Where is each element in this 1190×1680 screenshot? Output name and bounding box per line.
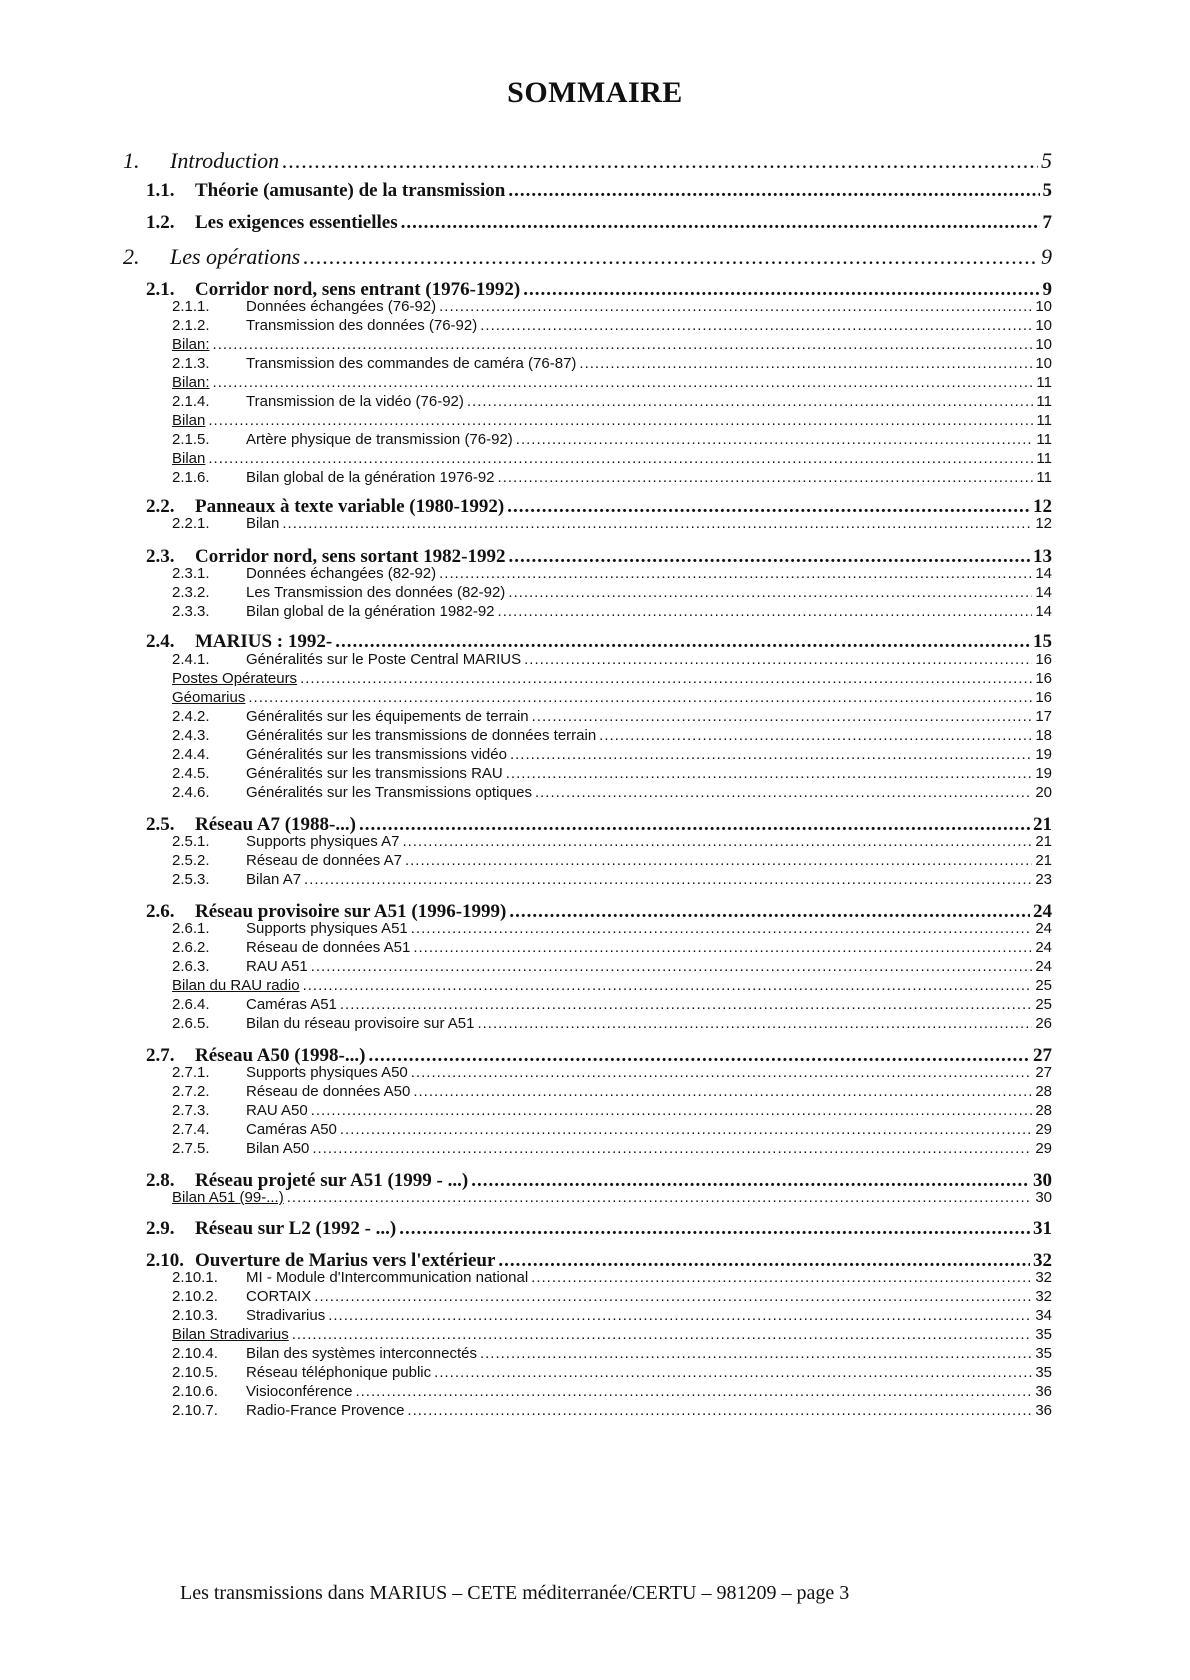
toc-entry[interactable] (0, 852, 1190, 869)
toc-entry-number: 2.2. (146, 496, 175, 517)
toc-entry-label: Bilan: (172, 336, 210, 353)
toc-entry-label: Bilan global de la génération 1982-92 (246, 603, 495, 620)
toc-entry-label: Généralités sur les Transmissions optiques (246, 784, 532, 801)
toc-entry-page: 11 (1036, 431, 1052, 448)
toc-entry-label: Réseau de données A51 (246, 939, 411, 956)
toc-entry-page: 13 (1033, 546, 1052, 567)
toc-entry[interactable] (0, 746, 1190, 763)
toc-entry-number: 2.4.3. (172, 727, 210, 744)
toc-entry-number: 2.10.1. (172, 1269, 218, 1286)
toc-entry-label: Artère physique de transmission (76-92) (246, 431, 513, 448)
toc-entry-number: 2.1.3. (172, 355, 210, 372)
toc-entry-page: 15 (1033, 631, 1052, 652)
toc-entry-page: 16 (1035, 651, 1052, 668)
toc-entry-label: Généralités sur les transmissions vidéo (246, 746, 507, 763)
toc-entry-label: Transmission de la vidéo (76-92) (246, 393, 464, 410)
toc-entry-page: 9 (1042, 279, 1052, 300)
toc-entry-page: 32 (1033, 1250, 1052, 1271)
toc-entry-page: 27 (1033, 1045, 1052, 1066)
toc-entry[interactable] (0, 355, 1190, 372)
toc-entry-label: Bilan (172, 412, 206, 429)
toc-entry-label: Supports physiques A51 (246, 920, 408, 937)
toc-entry-page: 29 (1035, 1140, 1052, 1157)
toc-entry-label: Introduction (170, 148, 280, 173)
toc-entry-label: Les exigences essentielles (195, 212, 398, 233)
toc-subentry[interactable] (0, 689, 1190, 706)
toc-entry-page: 30 (1035, 1189, 1052, 1206)
toc-entry-page: 10 (1035, 298, 1052, 315)
toc-entry-number: 2.6.4. (172, 996, 210, 1013)
toc-entry[interactable] (0, 996, 1190, 1013)
toc-dot-leader (480, 1345, 1032, 1362)
toc-entry-number: 2.5.1. (172, 833, 210, 850)
toc-entry-label: Bilan du réseau provisoire sur A51 (246, 1015, 475, 1032)
toc-dot-leader (335, 631, 1030, 653)
toc-dot-leader (304, 871, 1032, 888)
toc-entry-page: 5 (1041, 148, 1052, 173)
toc-dot-leader (213, 336, 1033, 353)
toc-entry-number: 2.8. (146, 1170, 175, 1191)
toc-subentry[interactable] (0, 412, 1190, 429)
toc-entry-label: Bilan A50 (246, 1140, 310, 1157)
toc-entry[interactable] (0, 1015, 1190, 1032)
toc-subentry[interactable] (0, 374, 1190, 391)
toc-entry-page: 24 (1035, 939, 1052, 956)
toc-entry-label: Supports physiques A7 (246, 833, 400, 850)
toc-entry-label: Réseau A50 (1998-...) (195, 1045, 366, 1066)
toc-entry-number: 2.3. (146, 546, 175, 567)
toc-entry-number: 2.1.6. (172, 469, 210, 486)
toc-entry-label: Corridor nord, sens entrant (1976-1992) (195, 279, 521, 300)
toc-dot-leader (314, 1288, 1032, 1305)
toc-dot-leader (401, 212, 1040, 234)
toc-entry[interactable] (0, 317, 1190, 334)
toc-entry-label: Bilan A7 (246, 871, 302, 888)
toc-entry-label: Les Transmission des données (82-92) (246, 584, 506, 601)
toc-entry-number: 2.7.4. (172, 1121, 210, 1138)
toc-entry-label: Théorie (amusante) de la transmission (195, 180, 506, 201)
toc-entry-number: 2.10.6. (172, 1383, 218, 1400)
toc-entry-number: 2.4. (146, 631, 175, 652)
toc-entry-label: Réseau sur L2 (1992 - ...) (195, 1218, 397, 1239)
toc-entry-number: 2.3.3. (172, 603, 210, 620)
toc-entry-label: Corridor nord, sens sortant 1982-1992 (195, 546, 506, 567)
toc-entry-number: 2.7.1. (172, 1064, 210, 1081)
toc-dot-leader (467, 393, 1034, 410)
toc-entry-number: 2.6. (146, 901, 175, 922)
toc-entry[interactable] (0, 431, 1190, 448)
toc-subentry[interactable] (0, 336, 1190, 353)
toc-entry-page: 18 (1035, 727, 1052, 744)
toc-subentry[interactable] (0, 977, 1190, 994)
toc-dot-leader (399, 1218, 1030, 1240)
toc-entry[interactable] (0, 727, 1190, 744)
toc-subentry[interactable] (0, 670, 1190, 687)
toc-dot-leader (413, 939, 1032, 956)
toc-dot-leader (303, 244, 1038, 270)
toc-entry-number: 2.6.2. (172, 939, 210, 956)
toc-entry-label: Bilan (172, 450, 206, 467)
toc-entry[interactable] (0, 1402, 1190, 1419)
toc-dot-leader (579, 355, 1032, 372)
toc-entry[interactable] (0, 469, 1190, 486)
toc-entry-number: 2. (123, 244, 140, 269)
toc-entry[interactable] (0, 1218, 1190, 1240)
toc-entry-label: Caméras A51 (246, 996, 337, 1013)
toc-entry-label: Bilan A51 (99-...) (172, 1189, 284, 1206)
toc-entry-number: 2.6.5. (172, 1015, 210, 1032)
toc-entry-number: 2.10.2. (172, 1288, 218, 1305)
toc-entry-number: 2.10. (146, 1250, 184, 1271)
toc-entry-number: 1. (123, 148, 140, 173)
toc-entry-number: 2.3.1. (172, 565, 210, 582)
toc-entry-label: Généralités sur les transmissions RAU (246, 765, 503, 782)
toc-entry-page: 11 (1036, 469, 1052, 486)
toc-entry-number: 2.4.1. (172, 651, 210, 668)
toc-entry-page: 26 (1035, 1015, 1052, 1032)
toc-entry-label: Visioconférence (246, 1383, 353, 1400)
toc-entry-label: Bilan des systèmes interconnectés (246, 1345, 477, 1362)
toc-dot-leader (340, 996, 1032, 1013)
toc-entry-label: Réseau projeté sur A51 (1999 - ...) (195, 1170, 469, 1191)
toc-entry[interactable] (0, 393, 1190, 410)
toc-entry-number: 2.6.3. (172, 958, 210, 975)
toc-entry-number: 2.10.5. (172, 1364, 218, 1381)
toc-entry-label: Bilan: (172, 374, 210, 391)
toc-dot-leader (498, 469, 1034, 486)
toc-entry-label: Réseau provisoire sur A51 (1996-1999) (195, 901, 507, 922)
toc-entry-page: 29 (1035, 1121, 1052, 1138)
toc-entry[interactable] (0, 920, 1190, 937)
toc-dot-leader (282, 148, 1038, 174)
toc-entry-page: 28 (1035, 1083, 1052, 1100)
toc-entry-page: 14 (1035, 603, 1052, 620)
toc-entry-page: 17 (1035, 708, 1052, 725)
toc-entry[interactable] (0, 584, 1190, 601)
toc-entry[interactable] (0, 244, 1190, 270)
toc-entry-label: Réseau de données A50 (246, 1083, 411, 1100)
toc-entry-label: Panneaux à texte variable (1980-1992) (195, 496, 505, 517)
toc-dot-leader (434, 1364, 1032, 1381)
toc-dot-leader (510, 746, 1032, 763)
toc-dot-leader (328, 1307, 1032, 1324)
toc-entry-page: 36 (1035, 1402, 1052, 1419)
toc-dot-leader (248, 689, 1032, 706)
toc-entry-page: 21 (1033, 814, 1052, 835)
toc-entry[interactable] (0, 651, 1190, 668)
toc-entry-number: 1.2. (146, 212, 175, 233)
toc-entry[interactable] (0, 148, 1190, 174)
toc-entry-page: 35 (1035, 1345, 1052, 1362)
toc-dot-leader (498, 603, 1033, 620)
toc-entry-number: 2.4.2. (172, 708, 210, 725)
toc-entry-number: 2.5.2. (172, 852, 210, 869)
toc-entry-label: Radio-France Provence (246, 1402, 405, 1419)
toc-dot-leader (292, 1326, 1033, 1343)
toc-entry-number: 2.1.2. (172, 317, 210, 334)
toc-entry-page: 32 (1035, 1269, 1052, 1286)
toc-entry-number: 2.7.5. (172, 1140, 210, 1157)
toc-entry-page: 11 (1036, 374, 1052, 391)
toc-dot-leader (405, 852, 1032, 869)
toc-entry-number: 2.1. (146, 279, 175, 300)
toc-entry-number: 2.5.3. (172, 871, 210, 888)
toc-entry-page: 24 (1033, 901, 1052, 922)
toc-dot-leader (508, 180, 1039, 202)
toc-entry-label: Généralités sur les équipements de terrain (246, 708, 529, 725)
toc-entry-label: Données échangées (82-92) (246, 565, 437, 582)
toc-entry-label: Stradivarius (246, 1307, 326, 1324)
toc-entry-label: Bilan Stradivarius (172, 1326, 289, 1343)
toc-entry-number: 2.4.4. (172, 746, 210, 763)
toc-entry[interactable] (0, 1083, 1190, 1100)
toc-entry-number: 2.1.5. (172, 431, 210, 448)
toc-entry-label: Bilan du RAU radio (172, 977, 300, 994)
toc-entry-label: Réseau de données A7 (246, 852, 402, 869)
toc-dot-leader (287, 1189, 1033, 1206)
toc-entry-page: 35 (1035, 1364, 1052, 1381)
toc-entry-label: Les opérations (170, 244, 301, 269)
toc-entry-number: 1.1. (146, 180, 175, 201)
toc-entry-label: Généralités sur le Poste Central MARIUS (246, 651, 522, 668)
toc-entry-page: 27 (1035, 1064, 1052, 1081)
toc-entry-page: 7 (1042, 212, 1052, 233)
page-title: SOMMAIRE (507, 76, 683, 109)
toc-dot-leader (303, 977, 1033, 994)
toc-entry-page: 25 (1035, 977, 1052, 994)
toc-entry-label: Bilan (246, 515, 280, 532)
toc-entry-page: 24 (1035, 920, 1052, 937)
toc-entry-number: 2.6.1. (172, 920, 210, 937)
toc-entry[interactable] (0, 708, 1190, 725)
toc-entry-page: 16 (1035, 670, 1052, 687)
toc-dot-leader (535, 784, 1032, 801)
toc-dot-leader (402, 833, 1032, 850)
toc-entry-number: 2.10.4. (172, 1345, 218, 1362)
toc-dot-leader (407, 1402, 1032, 1419)
toc-entry-label: Caméras A50 (246, 1121, 337, 1138)
toc-entry-number: 2.10.3. (172, 1307, 218, 1324)
toc-dot-leader (311, 1102, 1033, 1119)
toc-entry[interactable] (0, 515, 1190, 532)
toc-entry[interactable] (0, 631, 1190, 653)
toc-entry-label: MARIUS : 1992- (195, 631, 333, 652)
toc-entry-number: 2.4.6. (172, 784, 210, 801)
toc-dot-leader (208, 412, 1033, 429)
toc-dot-leader (213, 374, 1034, 391)
toc-entry[interactable] (0, 784, 1190, 801)
toc-dot-leader (524, 651, 1032, 668)
toc-entry[interactable] (0, 939, 1190, 956)
toc-entry-page: 21 (1035, 833, 1052, 850)
toc-subentry[interactable] (0, 1326, 1190, 1343)
toc-entry-page: 30 (1033, 1170, 1052, 1191)
toc-dot-leader (300, 670, 1032, 687)
toc-entry-label: MI - Module d'Intercommunication national (246, 1269, 529, 1286)
toc-entry-label: Postes Opérateurs (172, 670, 298, 687)
toc-dot-leader (439, 565, 1032, 582)
toc-entry-number: 2.9. (146, 1218, 175, 1239)
toc-entry[interactable] (0, 1064, 1190, 1081)
toc-dot-leader (355, 1383, 1032, 1400)
toc-entry[interactable] (0, 871, 1190, 888)
toc-entry[interactable] (0, 1383, 1190, 1400)
toc-entry-page: 11 (1036, 412, 1052, 429)
toc-entry[interactable] (0, 565, 1190, 582)
toc-dot-leader (439, 298, 1032, 315)
toc-dot-leader (532, 708, 1033, 725)
toc-entry-label: RAU A50 (246, 1102, 308, 1119)
toc-entry[interactable] (0, 765, 1190, 782)
toc-dot-leader (480, 317, 1032, 334)
toc-entry-label: Transmission des commandes de caméra (76-87) (246, 355, 577, 372)
toc-dot-leader (312, 1140, 1032, 1157)
toc-entry-label: Réseau téléphonique public (246, 1364, 432, 1381)
toc-dot-leader (413, 1083, 1032, 1100)
toc-dot-leader (599, 727, 1032, 744)
toc-entry-label: CORTAIX (246, 1288, 312, 1305)
toc-entry-page: 12 (1035, 515, 1052, 532)
toc-entry-page: 10 (1035, 317, 1052, 334)
toc-entry[interactable] (0, 1140, 1190, 1157)
toc-entry-number: 2.7.2. (172, 1083, 210, 1100)
toc-dot-leader (282, 515, 1032, 532)
toc-dot-leader (411, 1064, 1033, 1081)
toc-entry-label: RAU A51 (246, 958, 308, 975)
toc-dot-leader (208, 450, 1033, 467)
toc-entry-label: Bilan global de la génération 1976-92 (246, 469, 495, 486)
toc-entry[interactable] (0, 1269, 1190, 1286)
toc-entry-page: 24 (1035, 958, 1052, 975)
toc-entry-page: 34 (1035, 1307, 1052, 1324)
toc-entry-page: 16 (1035, 689, 1052, 706)
toc-entry-number: 2.2.1. (172, 515, 210, 532)
toc-entry[interactable] (0, 1345, 1190, 1362)
toc-entry[interactable] (0, 1364, 1190, 1381)
toc-entry-page: 32 (1035, 1288, 1052, 1305)
toc-subentry[interactable] (0, 1189, 1190, 1206)
page-footer: Les transmissions dans MARIUS – CETE méditerranée/CERTU – 981209 – page 3 (180, 1582, 850, 1604)
toc-entry-page: 9 (1041, 244, 1052, 269)
toc-entry-page: 25 (1035, 996, 1052, 1013)
toc-entry-label: Supports physiques A50 (246, 1064, 408, 1081)
toc-entry-page: 5 (1042, 180, 1052, 201)
toc-entry-number: 2.7. (146, 1045, 175, 1066)
toc-entry[interactable] (0, 212, 1190, 234)
toc-entry-number: 2.10.7. (172, 1402, 218, 1419)
toc-entry-number: 2.1.1. (172, 298, 210, 315)
toc-entry-number: 2.1.4. (172, 393, 210, 410)
toc-entry[interactable] (0, 1307, 1190, 1324)
toc-entry-number: 2.5. (146, 814, 175, 835)
toc-entry[interactable] (0, 1288, 1190, 1305)
toc-entry-number: 2.4.5. (172, 765, 210, 782)
toc-entry-page: 28 (1035, 1102, 1052, 1119)
toc-dot-leader (411, 920, 1033, 937)
toc-entry[interactable] (0, 180, 1190, 202)
toc-entry[interactable] (0, 603, 1190, 620)
toc-dot-leader (508, 584, 1032, 601)
toc-dot-leader (311, 958, 1033, 975)
toc-entry-page: 20 (1035, 784, 1052, 801)
toc-entry[interactable] (0, 1121, 1190, 1138)
toc-entry-page: 35 (1035, 1326, 1052, 1343)
toc-entry-page: 10 (1035, 336, 1052, 353)
toc-entry-page: 31 (1033, 1218, 1052, 1239)
toc-entry-label: Transmission des données (76-92) (246, 317, 478, 334)
toc-dot-leader (340, 1121, 1032, 1138)
toc-entry-label: Ouverture de Marius vers l'extérieur (195, 1250, 496, 1271)
toc-dot-leader (531, 1269, 1032, 1286)
toc-dot-leader (506, 765, 1033, 782)
toc-entry-label: Données échangées (76-92) (246, 298, 437, 315)
toc-entry-page: 14 (1035, 565, 1052, 582)
toc-subentry[interactable] (0, 450, 1190, 467)
toc-entry-page: 23 (1035, 871, 1052, 888)
toc-entry-number: 2.3.2. (172, 584, 210, 601)
toc-entry-page: 10 (1035, 355, 1052, 372)
toc-entry-page: 11 (1036, 393, 1052, 410)
toc-entry-page: 21 (1035, 852, 1052, 869)
toc-entry-number: 2.7.3. (172, 1102, 210, 1119)
toc-entry-label: Réseau A7 (1988-...) (195, 814, 356, 835)
toc-entry-page: 19 (1035, 746, 1052, 763)
toc-dot-leader (516, 431, 1034, 448)
toc-entry[interactable] (0, 298, 1190, 315)
toc-entry[interactable] (0, 958, 1190, 975)
toc-entry-page: 11 (1036, 450, 1052, 467)
toc-entry[interactable] (0, 833, 1190, 850)
toc-entry-label: Généralités sur les transmissions de données terrain (246, 727, 597, 744)
toc-entry-page: 19 (1035, 765, 1052, 782)
toc-entry-page: 12 (1033, 496, 1052, 517)
toc-entry[interactable] (0, 1102, 1190, 1119)
toc-entry-label: Géomarius (172, 689, 246, 706)
toc-dot-leader (477, 1015, 1032, 1032)
toc-entry-page: 36 (1035, 1383, 1052, 1400)
toc-entry-page: 14 (1035, 584, 1052, 601)
